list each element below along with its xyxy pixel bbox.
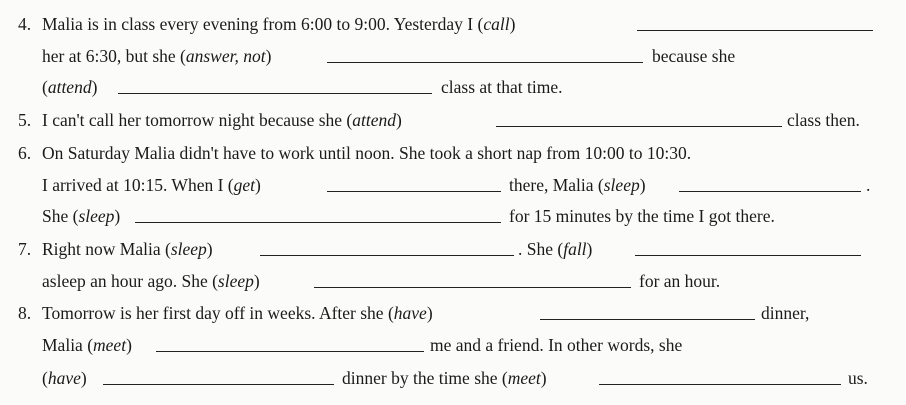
item-4-line-2 xyxy=(0,40,906,72)
sentence-text: ) xyxy=(80,368,87,388)
verb-prompt: sleep xyxy=(603,175,640,195)
verb-prompt: sleep xyxy=(217,271,254,291)
sentence-text: ( xyxy=(42,368,48,388)
sentence-text: . xyxy=(866,175,871,195)
verb-prompt: attend xyxy=(47,77,92,97)
sentence-text: ) xyxy=(540,368,547,388)
item-6-line-1 xyxy=(0,137,906,169)
item-8-line-1 xyxy=(0,297,906,329)
sentence-text: asleep an hour ago. She ( xyxy=(42,271,218,291)
verb-prompt: answer, not xyxy=(185,46,266,66)
answer-blank[interactable] xyxy=(540,319,755,320)
verb-prompt: meet xyxy=(507,368,541,388)
item-8-line-3 xyxy=(0,362,906,394)
sentence-text: for an hour. xyxy=(639,271,721,291)
sentence-text: Malia ( xyxy=(42,335,94,355)
answer-blank[interactable] xyxy=(635,255,861,256)
answer-blank[interactable] xyxy=(260,255,514,256)
sentence-text: ) xyxy=(253,271,260,291)
sentence-text: ) xyxy=(509,14,516,34)
item-number: 6. xyxy=(18,143,32,163)
answer-blank[interactable] xyxy=(327,191,501,192)
verb-prompt: have xyxy=(393,303,427,323)
sentence-text: I can't call her tomorrow night because she ( xyxy=(42,110,353,130)
sentence-text: Tomorrow is her first day off in weeks. After she ( xyxy=(42,303,394,323)
item-6-line-3 xyxy=(0,200,906,232)
item-number: 4. xyxy=(18,14,32,34)
verb-prompt: sleep xyxy=(78,206,115,226)
sentence-text: ) xyxy=(206,239,213,259)
sentence-text: ) xyxy=(639,175,646,195)
sentence-text: I arrived at 10:15. When I ( xyxy=(42,175,234,195)
sentence-text: Right now Malia ( xyxy=(42,239,171,259)
sentence-text: ) xyxy=(114,206,121,226)
answer-blank[interactable] xyxy=(327,62,643,63)
answer-blank[interactable] xyxy=(314,287,631,288)
answer-blank[interactable] xyxy=(599,384,841,385)
sentence-text: her at 6:30, but she ( xyxy=(42,46,186,66)
item-number: 5. xyxy=(18,110,32,130)
sentence-text: ) xyxy=(255,175,261,195)
sentence-text: Malia is in class every evening from 6:00 to 9:00. Yesterday I ( xyxy=(42,14,484,34)
sentence-text: ) xyxy=(426,303,433,323)
item-4-line-1 xyxy=(0,8,906,40)
sentence-text: because she xyxy=(652,46,736,66)
sentence-text: ) xyxy=(396,110,402,130)
sentence-text: She ( xyxy=(42,206,79,226)
verb-prompt: sleep xyxy=(170,239,207,259)
sentence-text: ) xyxy=(91,77,98,97)
sentence-text: ) xyxy=(586,239,593,259)
sentence-text: ) xyxy=(126,335,132,355)
sentence-text: ( xyxy=(42,77,48,97)
item-8-line-2 xyxy=(0,329,906,361)
answer-blank[interactable] xyxy=(496,126,782,127)
item-number: 7. xyxy=(18,239,32,259)
sentence-text: dinner, xyxy=(761,303,810,323)
answer-blank[interactable] xyxy=(679,191,861,192)
item-6-line-2 xyxy=(0,169,906,201)
sentence-text: class then. xyxy=(787,110,860,130)
verb-prompt: meet xyxy=(93,335,127,355)
verb-prompt: have xyxy=(47,368,81,388)
sentence-text: ) xyxy=(265,46,272,66)
answer-blank[interactable] xyxy=(156,351,424,352)
verb-prompt: get xyxy=(233,175,256,195)
answer-blank[interactable] xyxy=(118,93,432,94)
sentence-text: class at that time. xyxy=(441,77,563,97)
sentence-text: On Saturday Malia didn't have to work until noon. She took a short nap from 10:00 to 10:30. xyxy=(42,143,692,163)
item-7-line-2 xyxy=(0,265,906,297)
item-number: 8. xyxy=(18,303,32,323)
verb-prompt: attend xyxy=(352,110,397,130)
sentence-text: us. xyxy=(848,368,868,388)
answer-blank[interactable] xyxy=(103,384,334,385)
sentence-text: there, Malia ( xyxy=(509,175,604,195)
sentence-text: for 15 minutes by the time I got there. xyxy=(509,206,775,226)
item-4-line-3 xyxy=(0,71,906,103)
item-5-line-1 xyxy=(0,104,906,136)
item-7-line-1 xyxy=(0,233,906,265)
answer-blank[interactable] xyxy=(135,222,501,223)
verb-prompt: call xyxy=(483,14,510,34)
sentence-text: . She ( xyxy=(518,239,564,259)
answer-blank[interactable] xyxy=(637,30,873,31)
sentence-text: me and a friend. In other words, she xyxy=(430,335,683,355)
verb-prompt: fall xyxy=(563,239,587,259)
sentence-text: dinner by the time she ( xyxy=(342,368,508,388)
